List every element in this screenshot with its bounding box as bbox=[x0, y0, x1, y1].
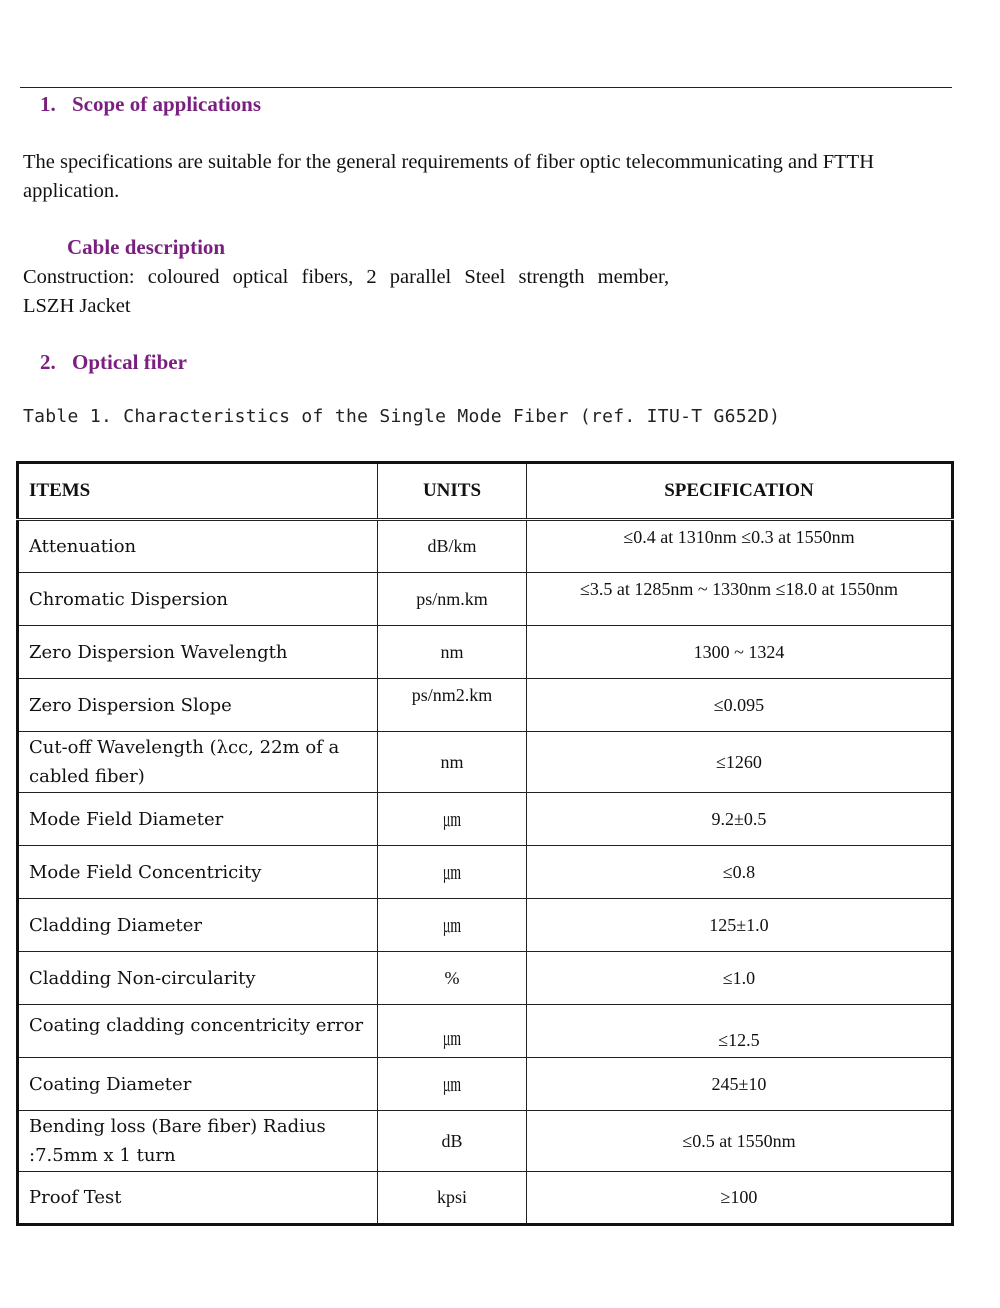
spec-cell: ≤1.0 bbox=[527, 952, 953, 1005]
table-header-row bbox=[18, 463, 953, 520]
table-row bbox=[18, 679, 953, 732]
spec-cell: 1300 ~ 1324 bbox=[527, 626, 953, 679]
column-header-items: ITEMS bbox=[18, 463, 378, 520]
unit-cell: ㎛ bbox=[378, 846, 527, 899]
spec-cell: 245±10 bbox=[527, 1058, 953, 1111]
item-cell: Chromatic Dispersion bbox=[18, 573, 378, 626]
item-cell: Attenuation bbox=[18, 520, 378, 573]
unit-cell: dB bbox=[378, 1111, 527, 1172]
table-row bbox=[18, 952, 953, 1005]
unit-cell: ㎛ bbox=[378, 1005, 527, 1058]
scope-paragraph: The specifications are suitable for the general requirements of fiber optic telecommunicating and FTTH application. bbox=[23, 151, 875, 202]
item-cell: Cut-off Wavelength (λcc, 22m of a cabled fiber) bbox=[18, 732, 378, 793]
unit-cell: nm bbox=[378, 626, 527, 679]
spec-cell: 125±1.0 bbox=[527, 899, 953, 952]
unit-cell: ㎛ bbox=[378, 793, 527, 846]
section-heading-optical bbox=[40, 350, 187, 375]
cable-description-paragraph bbox=[23, 263, 723, 321]
item-cell: Cladding Diameter bbox=[18, 899, 378, 952]
section-heading-scope bbox=[40, 92, 261, 117]
unit-cell: ㎛ bbox=[378, 1058, 527, 1111]
spec-cell: ≤12.5 bbox=[527, 1005, 953, 1058]
section-title: Optical fiber bbox=[72, 350, 187, 374]
fiber-spec-table bbox=[16, 461, 954, 1226]
item-cell: Proof Test bbox=[18, 1172, 378, 1225]
unit-cell: ㎛ bbox=[378, 899, 527, 952]
unit-cell: kpsi bbox=[378, 1172, 527, 1225]
item-cell: Zero Dispersion Slope bbox=[18, 679, 378, 732]
section-number: 1. bbox=[40, 92, 56, 116]
item-cell: Mode Field Diameter bbox=[18, 793, 378, 846]
unit-cell: % bbox=[378, 952, 527, 1005]
table-caption: Table 1. Characteristics of the Single Mode Fiber (ref. ITU-T G652D) bbox=[23, 406, 781, 427]
item-cell: Cladding Non-circularity bbox=[18, 952, 378, 1005]
item-cell: Coating cladding concentricity error bbox=[18, 1005, 378, 1058]
item-cell: Zero Dispersion Wavelength bbox=[18, 626, 378, 679]
table-row bbox=[18, 732, 953, 793]
unit-cell: nm bbox=[378, 732, 527, 793]
table-row bbox=[18, 1111, 953, 1172]
top-rule bbox=[20, 87, 952, 88]
spec-cell: 9.2±0.5 bbox=[527, 793, 953, 846]
column-header-specification: SPECIFICATION bbox=[527, 463, 953, 520]
item-cell: Bending loss (Bare fiber) Radius :7.5mm x 1 turn bbox=[18, 1111, 378, 1172]
cable-line-2: LSZH Jacket bbox=[23, 295, 131, 317]
table-row bbox=[18, 1005, 953, 1058]
table-row bbox=[18, 899, 953, 952]
unit-cell: ps/nm2.km bbox=[378, 679, 527, 732]
unit-cell: ps/nm.km bbox=[378, 573, 527, 626]
item-cell: Coating Diameter bbox=[18, 1058, 378, 1111]
table-row bbox=[18, 1172, 953, 1225]
spec-cell: ≤0.095 bbox=[527, 679, 953, 732]
cable-line-1: Construction: coloured optical fibers, 2 parallel Steel strength member, bbox=[23, 266, 670, 288]
spec-cell: ≥100 bbox=[527, 1172, 953, 1225]
column-header-units: UNITS bbox=[378, 463, 527, 520]
table-row bbox=[18, 520, 953, 573]
cable-description-heading: Cable description bbox=[67, 235, 226, 259]
table-row bbox=[18, 846, 953, 899]
section-number: 2. bbox=[40, 350, 56, 374]
spec-cell: ≤3.5 at 1285nm ~ 1330nm ≤18.0 at 1550nm bbox=[527, 573, 953, 626]
table-row bbox=[18, 793, 953, 846]
section-title: Scope of applications bbox=[72, 92, 262, 116]
spec-cell: ≤1260 bbox=[527, 732, 953, 793]
table-row bbox=[18, 573, 953, 626]
item-cell: Mode Field Concentricity bbox=[18, 846, 378, 899]
spec-cell: ≤0.8 bbox=[527, 846, 953, 899]
spec-cell: ≤0.4 at 1310nm ≤0.3 at 1550nm bbox=[527, 520, 953, 573]
table-row bbox=[18, 626, 953, 679]
unit-cell: dB/km bbox=[378, 520, 527, 573]
spec-cell: ≤0.5 at 1550nm bbox=[527, 1111, 953, 1172]
table-row bbox=[18, 1058, 953, 1111]
